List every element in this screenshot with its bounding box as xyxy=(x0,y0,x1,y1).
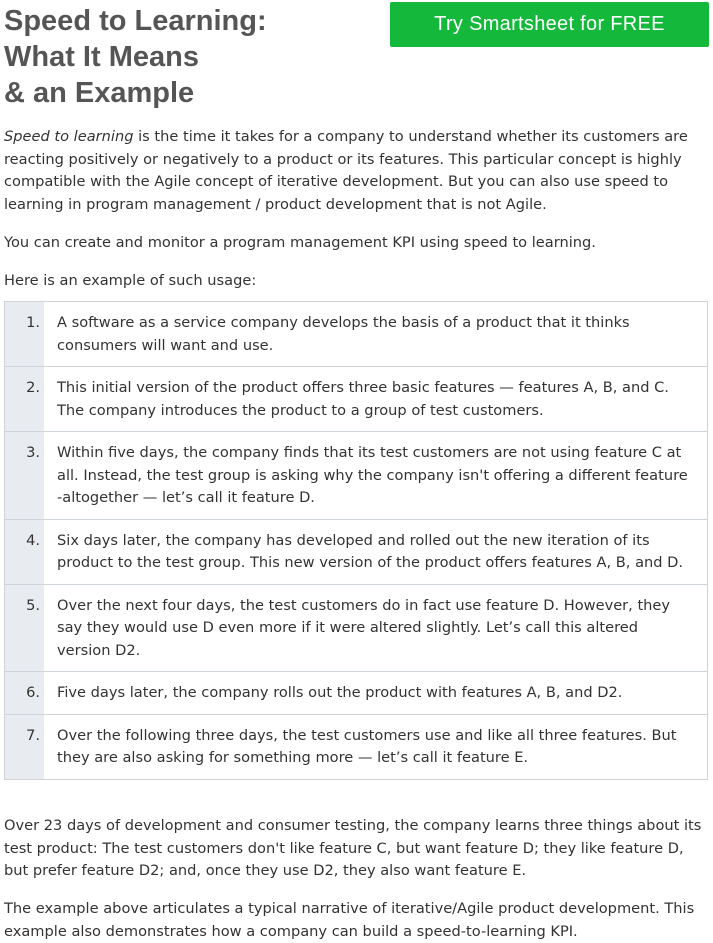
step-item-5 xyxy=(5,584,707,672)
step-number: 7. xyxy=(5,715,44,779)
step-number: 1. xyxy=(5,302,44,366)
intro-paragraph xyxy=(4,126,708,216)
article-title-line-3: & an Example xyxy=(4,77,195,109)
step-number: 6. xyxy=(5,672,44,714)
step-number: 3. xyxy=(5,432,44,519)
step-number: 5. xyxy=(5,585,44,672)
intro-text: is the time it takes for a company to understand whether its customers are reacting positively or negatively to a product or its features. This particular concept is highly compatible with the Agile concept of iterative development. But you can also use speed to learning in program management / product development that is not Agile. xyxy=(4,128,688,213)
step-item-1 xyxy=(5,302,707,366)
step-item-7 xyxy=(5,714,707,779)
step-text: This initial version of the product offers three basic features — features A, B, and C. The company introduces the product to a group of test customers. xyxy=(57,379,669,419)
step-text: Over the next four days, the test customers do in fact use feature D. However, they say they would use D even more if it were altered slightly. Let’s call this altered version D2. xyxy=(57,596,671,659)
try-smartsheet-free-button[interactable]: Try Smartsheet for FREE xyxy=(390,2,709,47)
usage-lead-paragraph: Here is an example of such usage: xyxy=(4,272,257,289)
step-item-6 xyxy=(5,671,707,714)
example-steps-list xyxy=(4,301,708,780)
step-text: A software as a service company develops the basis of a product that it thinks consumers will want and use. xyxy=(57,314,630,354)
step-item-2 xyxy=(5,366,707,431)
article-title-line-2: What It Means xyxy=(4,41,199,73)
kpi-paragraph: You can create and monitor a program management KPI using speed to learning. xyxy=(4,234,596,251)
article-title-line-1: Speed to Learning: xyxy=(4,5,267,37)
intro-term: Speed to learning xyxy=(4,128,134,145)
result-paragraph: Over 23 days of development and consumer testing, the company learns three things about its test product: The test customers don't like feature C, but want feature D; they like feature D, but prefer feature D2; and, once they use D2, they also want feature E. xyxy=(4,817,702,879)
article-title xyxy=(4,3,334,111)
step-number: 4. xyxy=(5,520,44,584)
step-item-4 xyxy=(5,519,707,584)
closing-paragraph: The example above articulates a typical narrative of iterative/Agile product development. This example also demonstrates how a company can build a speed-to-learning KPI. xyxy=(4,900,695,940)
step-text: Five days later, the company rolls out the product with features A, B, and D2. xyxy=(57,684,623,701)
step-item-3 xyxy=(5,431,707,519)
step-text: Over the following three days, the test customers use and like all three features. But they are also asking for something more — let’s call it feature E. xyxy=(57,726,677,766)
step-text: Six days later, the company has developed and rolled out the new iteration of its product to the test group. This new version of the product offers features A, B, and D. xyxy=(57,531,684,571)
step-number: 2. xyxy=(5,367,44,431)
step-text: Within five days, the company finds that its test customers are not using feature C at all. Instead, the test group is asking why the company isn't offering a different feature -altogether — let’s call it feature D. xyxy=(57,444,688,506)
